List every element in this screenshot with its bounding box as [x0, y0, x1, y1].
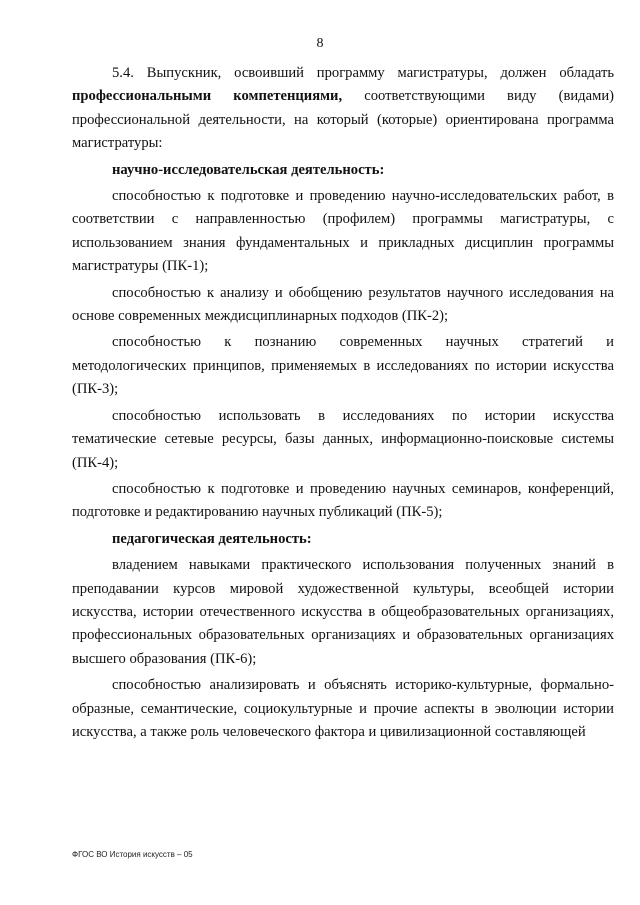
heading-research-activity: научно-исследовательская деятельность:: [112, 161, 385, 178]
competence-pk2: способностью к анализу и обобщению результатов научного исследования на основе современных междисциплинарных подходов (ПК-2);: [72, 284, 614, 325]
page-footer: ФГОС ВО История искусств – 05: [72, 850, 193, 859]
competence-pk5: способностью к подготовке и проведению научных семинаров, конференций, подготовке и редактированию научных публикаций (ПК-5);: [72, 480, 614, 521]
competence-pk6: владением навыками практического использования полученных знаний в преподавании курсов мировой художественной культуры, всеобщей истории искусства, истории отечественного искусства в общеобразовательных организациях, профессиональных образовательных организациях и образовательных организациях высшего образования (ПК-6);: [72, 557, 614, 667]
intro-text-start: 5.4. Выпускник, освоивший программу магистратуры, должен обладать: [112, 65, 614, 81]
intro-text-end: соответствующими виду (видами) профессиональной деятельности, на который (которые) ориентирована программа магистратуры:: [72, 88, 614, 152]
competence-pk4: способностью использовать в исследованиях по истории искусства тематические сетевые ресурсы, базы данных, информационно-поисковые системы (ПК-4);: [72, 407, 614, 471]
competence-pk1: способностью к подготовке и проведению научно-исследовательских работ, в соответствии с направленностью (профилем) программы магистратуры, с использованием знания фундаментальных и прикладных дисциплин программы магистратуры (ПК-1);: [72, 188, 614, 275]
document-body: [72, 62, 614, 747]
intro-paragraph: [72, 62, 614, 156]
competence-pk7-partial: способностью анализировать и объяснять историко-культурные, формально-образные, семантические, социокультурные и прочие аспекты в эволюции истории искусства, а также роль человеческого фактора и цивилизационной составляющей: [72, 677, 614, 740]
heading-pedagogical-activity: педагогическая деятельность:: [112, 530, 312, 547]
page-number: 8: [316, 36, 324, 51]
competence-pk3: способностью к познанию современных научных стратегий и методологических принципов, применяемых в исследованиях по истории искусства (ПК-3);: [72, 334, 614, 398]
intro-text-bold: профессиональными компетенциями,: [72, 88, 343, 105]
